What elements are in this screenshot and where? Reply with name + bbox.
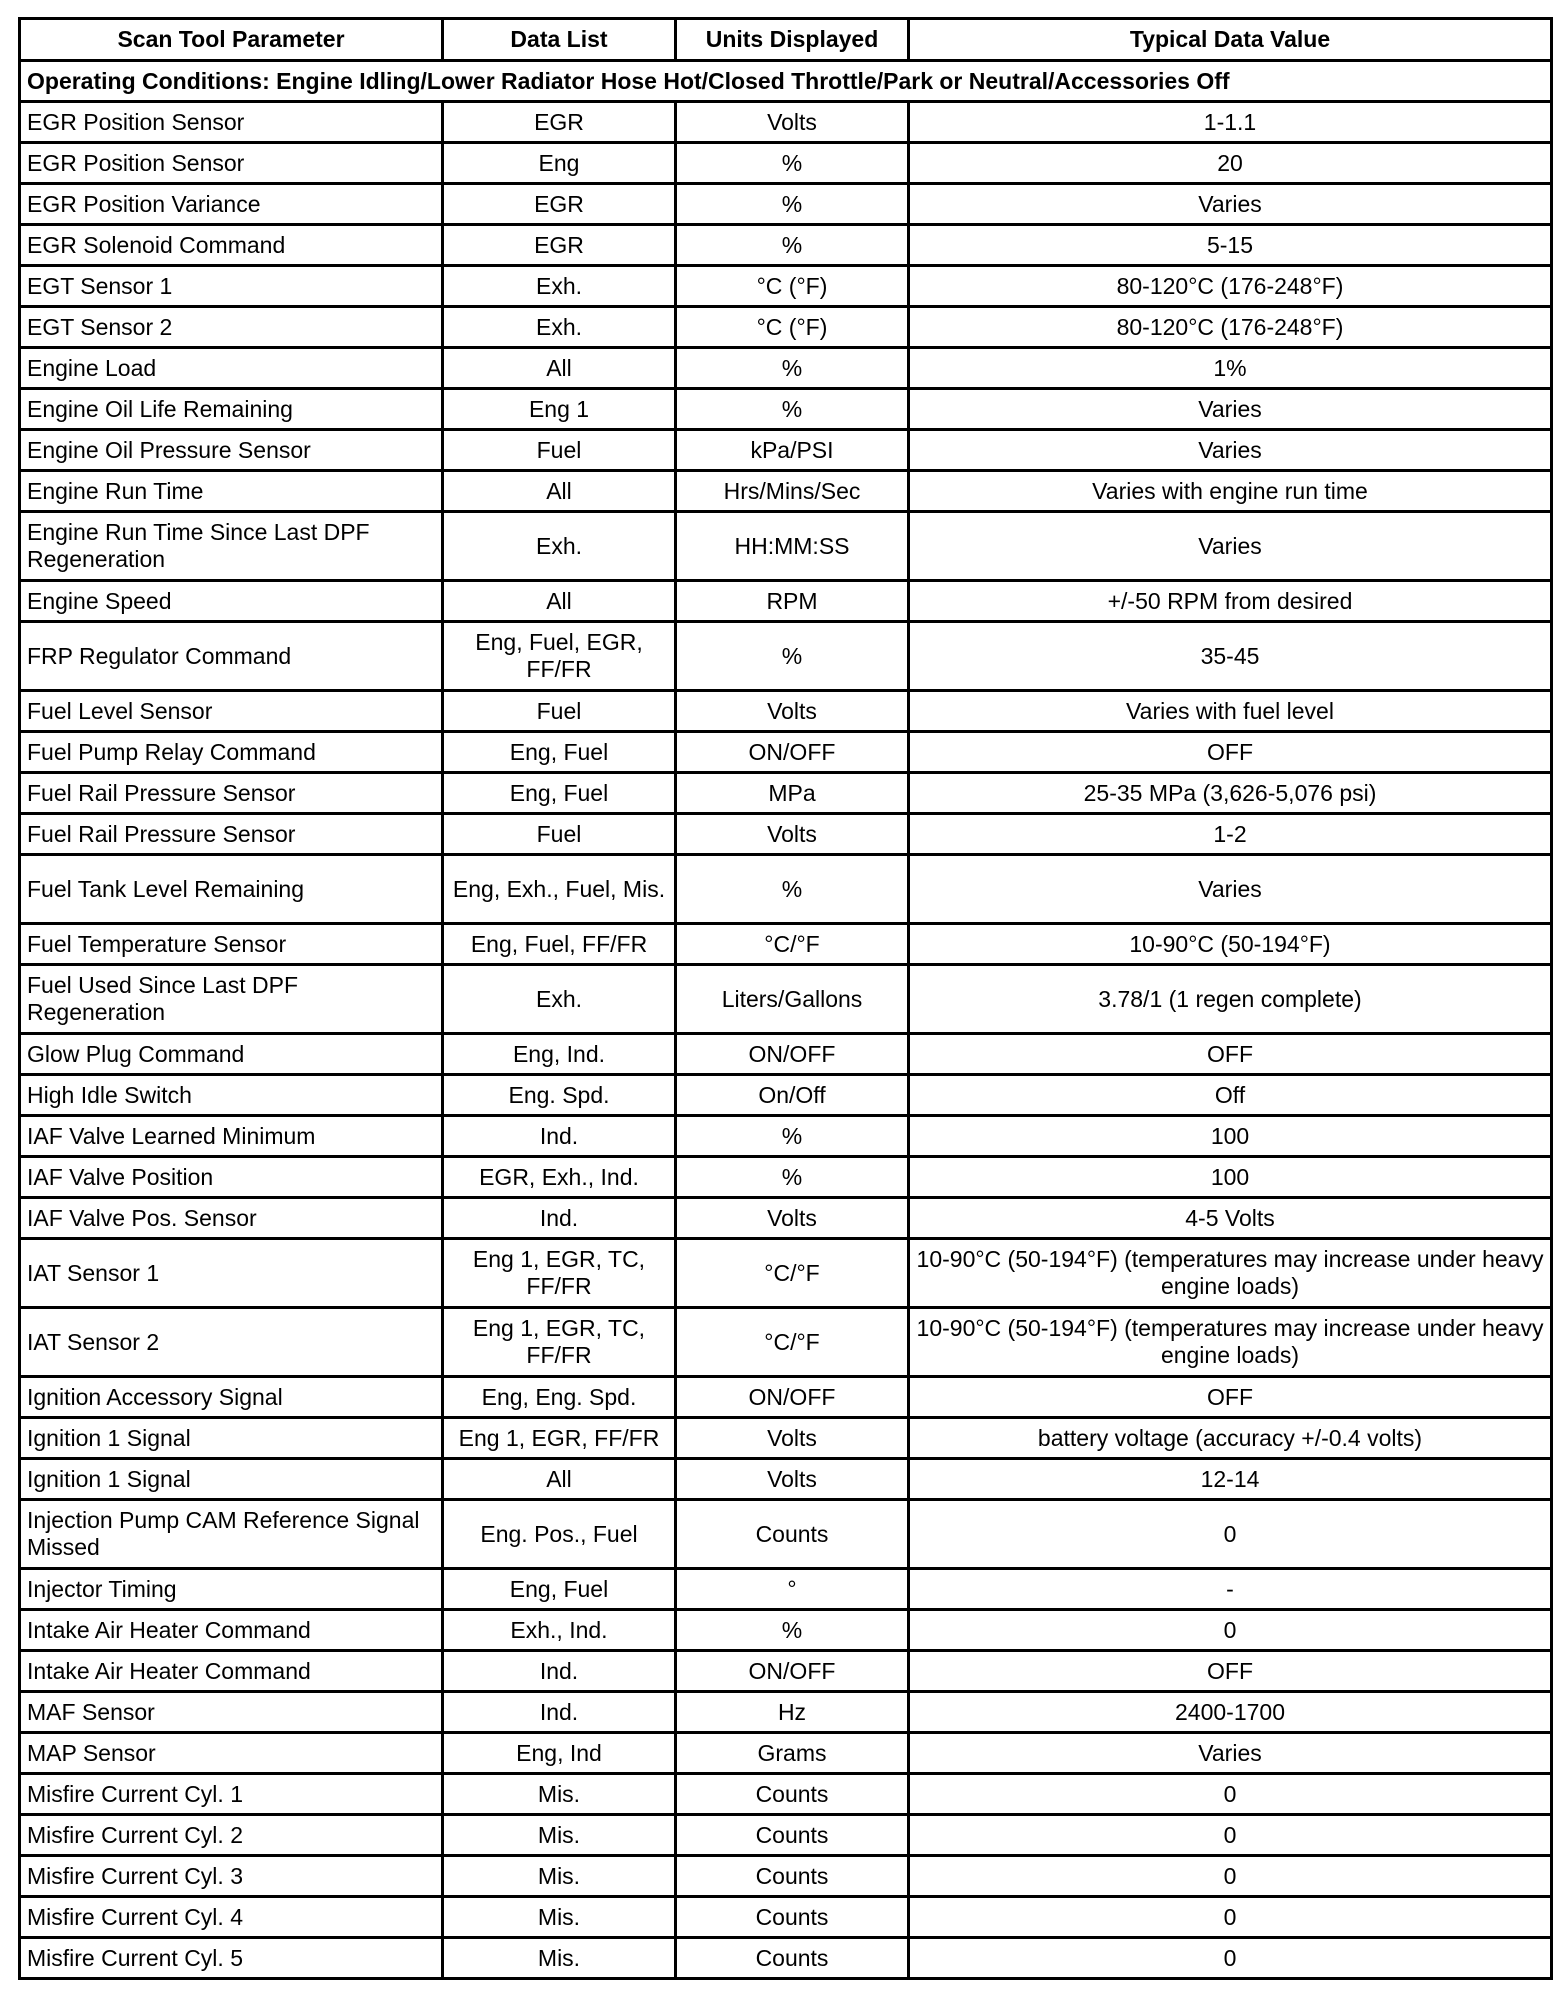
cell-parameter: Engine Speed (20, 581, 443, 622)
table-row (20, 1239, 1552, 1308)
cell-typical-value: Varies (909, 855, 1552, 924)
cell-parameter: Engine Oil Life Remaining (20, 389, 443, 430)
cell-units: Counts (676, 1500, 909, 1569)
cell-data-list: Mis. (443, 1856, 676, 1897)
table-row (20, 1500, 1552, 1569)
cell-typical-value: 1-1.1 (909, 102, 1552, 143)
cell-parameter: Misfire Current Cyl. 2 (20, 1815, 443, 1856)
table-row (20, 1651, 1552, 1692)
cell-parameter: Engine Run Time Since Last DPF Regeneration (20, 512, 443, 581)
cell-data-list: Mis. (443, 1774, 676, 1815)
table-row (20, 307, 1552, 348)
cell-data-list: Exh., Ind. (443, 1610, 676, 1651)
cell-units: MPa (676, 773, 909, 814)
cell-units: Counts (676, 1856, 909, 1897)
cell-data-list: Exh. (443, 965, 676, 1034)
cell-data-list: Eng, Ind. (443, 1034, 676, 1075)
cell-data-list: EGR (443, 102, 676, 143)
cell-parameter: EGR Position Sensor (20, 143, 443, 184)
table-row (20, 1308, 1552, 1377)
header-data-list: Data List (443, 19, 676, 61)
cell-data-list: Eng. Spd. (443, 1075, 676, 1116)
header-row (20, 19, 1552, 61)
cell-parameter: Engine Run Time (20, 471, 443, 512)
header-typical-data-value: Typical Data Value (909, 19, 1552, 61)
cell-parameter: Fuel Rail Pressure Sensor (20, 814, 443, 855)
cell-typical-value: 0 (909, 1500, 1552, 1569)
table-row (20, 1418, 1552, 1459)
cell-units: °C (°F) (676, 266, 909, 307)
cell-units: Hrs/Mins/Sec (676, 471, 909, 512)
cell-units: % (676, 225, 909, 266)
cell-units: Grams (676, 1733, 909, 1774)
table-row (20, 1116, 1552, 1157)
cell-typical-value: 100 (909, 1157, 1552, 1198)
cell-parameter: MAF Sensor (20, 1692, 443, 1733)
cell-typical-value: 12-14 (909, 1459, 1552, 1500)
cell-typical-value: 35-45 (909, 622, 1552, 691)
table-row (20, 430, 1552, 471)
cell-units: Hz (676, 1692, 909, 1733)
cell-parameter: IAF Valve Learned Minimum (20, 1116, 443, 1157)
table-row (20, 225, 1552, 266)
cell-parameter: Injector Timing (20, 1569, 443, 1610)
table-row (20, 348, 1552, 389)
table-row (20, 1692, 1552, 1733)
cell-parameter: IAF Valve Pos. Sensor (20, 1198, 443, 1239)
cell-parameter: Engine Load (20, 348, 443, 389)
cell-typical-value: 5-15 (909, 225, 1552, 266)
cell-data-list: Eng 1, EGR, TC, FF/FR (443, 1308, 676, 1377)
cell-typical-value: 80-120°C (176-248°F) (909, 266, 1552, 307)
cell-parameter: MAP Sensor (20, 1733, 443, 1774)
cell-parameter: Misfire Current Cyl. 5 (20, 1938, 443, 1979)
cell-typical-value: OFF (909, 1377, 1552, 1418)
table-row (20, 512, 1552, 581)
table-row (20, 1610, 1552, 1651)
table-row (20, 622, 1552, 691)
cell-data-list: Eng, Eng. Spd. (443, 1377, 676, 1418)
cell-typical-value: OFF (909, 732, 1552, 773)
cell-units: % (676, 622, 909, 691)
cell-units: ON/OFF (676, 1377, 909, 1418)
cell-data-list: Eng 1, EGR, TC, FF/FR (443, 1239, 676, 1308)
cell-data-list: All (443, 471, 676, 512)
cell-parameter: Misfire Current Cyl. 1 (20, 1774, 443, 1815)
operating-conditions: Operating Conditions: Engine Idling/Lower Radiator Hose Hot/Closed Throttle/Park or Neutral/Accessories Off (20, 61, 1552, 102)
table-row (20, 1075, 1552, 1116)
header-scan-tool-parameter: Scan Tool Parameter (20, 19, 443, 61)
cell-parameter: Fuel Level Sensor (20, 691, 443, 732)
cell-data-list: Eng. Pos., Fuel (443, 1500, 676, 1569)
cell-data-list: Exh. (443, 266, 676, 307)
cell-units: Counts (676, 1815, 909, 1856)
cell-parameter: Fuel Used Since Last DPF Regeneration (20, 965, 443, 1034)
header-units-displayed: Units Displayed (676, 19, 909, 61)
cell-parameter: FRP Regulator Command (20, 622, 443, 691)
table-row (20, 732, 1552, 773)
table-row (20, 1733, 1552, 1774)
cell-data-list: All (443, 348, 676, 389)
cell-parameter: Intake Air Heater Command (20, 1610, 443, 1651)
cell-units: RPM (676, 581, 909, 622)
table-row (20, 965, 1552, 1034)
cell-data-list: Exh. (443, 512, 676, 581)
cell-data-list: Exh. (443, 307, 676, 348)
table-row (20, 1774, 1552, 1815)
table-row (20, 102, 1552, 143)
cell-typical-value: OFF (909, 1651, 1552, 1692)
cell-parameter: Injection Pump CAM Reference Signal Missed (20, 1500, 443, 1569)
cell-data-list: Ind. (443, 1116, 676, 1157)
cell-data-list: Eng, Fuel, EGR, FF/FR (443, 622, 676, 691)
cell-data-list: Mis. (443, 1897, 676, 1938)
cell-data-list: Eng 1 (443, 389, 676, 430)
cell-typical-value: 0 (909, 1856, 1552, 1897)
cell-data-list: Fuel (443, 814, 676, 855)
cell-typical-value: Varies (909, 1733, 1552, 1774)
cell-parameter: Ignition 1 Signal (20, 1418, 443, 1459)
table-row (20, 266, 1552, 307)
cell-parameter: IAF Valve Position (20, 1157, 443, 1198)
cell-units: Volts (676, 814, 909, 855)
operating-conditions-row (20, 61, 1552, 102)
cell-units: % (676, 143, 909, 184)
cell-typical-value: Varies (909, 512, 1552, 581)
cell-typical-value: 1-2 (909, 814, 1552, 855)
cell-parameter: IAT Sensor 2 (20, 1308, 443, 1377)
cell-parameter: Fuel Temperature Sensor (20, 924, 443, 965)
cell-data-list: All (443, 1459, 676, 1500)
cell-typical-value: 10-90°C (50-194°F) (909, 924, 1552, 965)
cell-data-list: EGR (443, 225, 676, 266)
cell-units: Volts (676, 102, 909, 143)
table-row (20, 143, 1552, 184)
cell-parameter: EGR Position Variance (20, 184, 443, 225)
scan-tool-data-table (18, 17, 1553, 1980)
table-row (20, 1897, 1552, 1938)
cell-typical-value: +/-50 RPM from desired (909, 581, 1552, 622)
cell-data-list: Eng 1, EGR, FF/FR (443, 1418, 676, 1459)
cell-units: Counts (676, 1897, 909, 1938)
cell-units: Volts (676, 1459, 909, 1500)
table-row (20, 924, 1552, 965)
cell-data-list: Ind. (443, 1198, 676, 1239)
cell-typical-value: 0 (909, 1774, 1552, 1815)
cell-typical-value: 0 (909, 1938, 1552, 1979)
table-body (20, 61, 1552, 1979)
cell-parameter: EGR Solenoid Command (20, 225, 443, 266)
document-page (18, 17, 1550, 1980)
cell-parameter: Intake Air Heater Command (20, 1651, 443, 1692)
cell-units: Volts (676, 1198, 909, 1239)
cell-typical-value: 10-90°C (50-194°F) (temperatures may increase under heavy engine loads) (909, 1308, 1552, 1377)
cell-data-list: Eng (443, 143, 676, 184)
cell-units: % (676, 348, 909, 389)
cell-typical-value: 100 (909, 1116, 1552, 1157)
cell-typical-value: battery voltage (accuracy +/-0.4 volts) (909, 1418, 1552, 1459)
cell-typical-value: 25-35 MPa (3,626-5,076 psi) (909, 773, 1552, 814)
cell-parameter: Misfire Current Cyl. 3 (20, 1856, 443, 1897)
table-row (20, 471, 1552, 512)
cell-data-list: All (443, 581, 676, 622)
cell-typical-value: Off (909, 1075, 1552, 1116)
table-row (20, 691, 1552, 732)
cell-data-list: Eng, Fuel (443, 773, 676, 814)
cell-units: % (676, 389, 909, 430)
cell-units: °C/°F (676, 1308, 909, 1377)
cell-parameter: Misfire Current Cyl. 4 (20, 1897, 443, 1938)
cell-units: Volts (676, 691, 909, 732)
cell-parameter: Glow Plug Command (20, 1034, 443, 1075)
cell-parameter: Engine Oil Pressure Sensor (20, 430, 443, 471)
cell-units: On/Off (676, 1075, 909, 1116)
cell-parameter: Fuel Rail Pressure Sensor (20, 773, 443, 814)
cell-parameter: Fuel Tank Level Remaining (20, 855, 443, 924)
table-row (20, 1377, 1552, 1418)
table-row (20, 1569, 1552, 1610)
cell-units: Counts (676, 1938, 909, 1979)
cell-parameter: IAT Sensor 1 (20, 1239, 443, 1308)
cell-data-list: Eng, Exh., Fuel, Mis. (443, 855, 676, 924)
cell-units: % (676, 1157, 909, 1198)
table-row (20, 1034, 1552, 1075)
table-row (20, 389, 1552, 430)
table-row (20, 581, 1552, 622)
cell-data-list: Mis. (443, 1938, 676, 1979)
table-row (20, 1856, 1552, 1897)
cell-data-list: Fuel (443, 430, 676, 471)
table-row (20, 1198, 1552, 1239)
cell-units: Volts (676, 1418, 909, 1459)
cell-parameter: Ignition 1 Signal (20, 1459, 443, 1500)
cell-typical-value: 0 (909, 1610, 1552, 1651)
cell-units: ° (676, 1569, 909, 1610)
cell-parameter: High Idle Switch (20, 1075, 443, 1116)
cell-typical-value: 3.78/1 (1 regen complete) (909, 965, 1552, 1034)
table-row (20, 814, 1552, 855)
cell-data-list: Eng, Fuel (443, 1569, 676, 1610)
table-row (20, 1459, 1552, 1500)
cell-data-list: Eng, Fuel (443, 732, 676, 773)
cell-units: °C/°F (676, 1239, 909, 1308)
cell-units: HH:MM:SS (676, 512, 909, 581)
cell-parameter: Ignition Accessory Signal (20, 1377, 443, 1418)
table-row (20, 1938, 1552, 1979)
cell-data-list: Eng, Fuel, FF/FR (443, 924, 676, 965)
cell-data-list: Mis. (443, 1815, 676, 1856)
table-header (20, 19, 1552, 61)
cell-typical-value: 10-90°C (50-194°F) (temperatures may increase under heavy engine loads) (909, 1239, 1552, 1308)
cell-units: % (676, 1610, 909, 1651)
cell-typical-value: 0 (909, 1897, 1552, 1938)
cell-units: kPa/PSI (676, 430, 909, 471)
cell-typical-value: 20 (909, 143, 1552, 184)
cell-units: Counts (676, 1774, 909, 1815)
table-row (20, 1815, 1552, 1856)
cell-parameter: EGR Position Sensor (20, 102, 443, 143)
cell-typical-value: OFF (909, 1034, 1552, 1075)
table-row (20, 855, 1552, 924)
cell-parameter: EGT Sensor 1 (20, 266, 443, 307)
cell-typical-value: Varies (909, 389, 1552, 430)
cell-typical-value: Varies with fuel level (909, 691, 1552, 732)
cell-units: °C/°F (676, 924, 909, 965)
cell-typical-value: Varies (909, 184, 1552, 225)
cell-units: % (676, 184, 909, 225)
table-row (20, 184, 1552, 225)
cell-units: ON/OFF (676, 732, 909, 773)
cell-typical-value: 1% (909, 348, 1552, 389)
cell-parameter: EGT Sensor 2 (20, 307, 443, 348)
cell-typical-value: 0 (909, 1815, 1552, 1856)
cell-parameter: Fuel Pump Relay Command (20, 732, 443, 773)
cell-typical-value: Varies (909, 430, 1552, 471)
cell-units: % (676, 1116, 909, 1157)
cell-typical-value: Varies with engine run time (909, 471, 1552, 512)
cell-typical-value: - (909, 1569, 1552, 1610)
cell-data-list: EGR, Exh., Ind. (443, 1157, 676, 1198)
table-row (20, 1157, 1552, 1198)
table-row (20, 773, 1552, 814)
cell-data-list: EGR (443, 184, 676, 225)
cell-typical-value: 4-5 Volts (909, 1198, 1552, 1239)
cell-units: ON/OFF (676, 1651, 909, 1692)
cell-units: Liters/Gallons (676, 965, 909, 1034)
cell-typical-value: 80-120°C (176-248°F) (909, 307, 1552, 348)
cell-data-list: Ind. (443, 1651, 676, 1692)
cell-units: °C (°F) (676, 307, 909, 348)
cell-data-list: Ind. (443, 1692, 676, 1733)
cell-units: % (676, 855, 909, 924)
cell-units: ON/OFF (676, 1034, 909, 1075)
cell-typical-value: 2400-1700 (909, 1692, 1552, 1733)
cell-data-list: Eng, Ind (443, 1733, 676, 1774)
cell-data-list: Fuel (443, 691, 676, 732)
